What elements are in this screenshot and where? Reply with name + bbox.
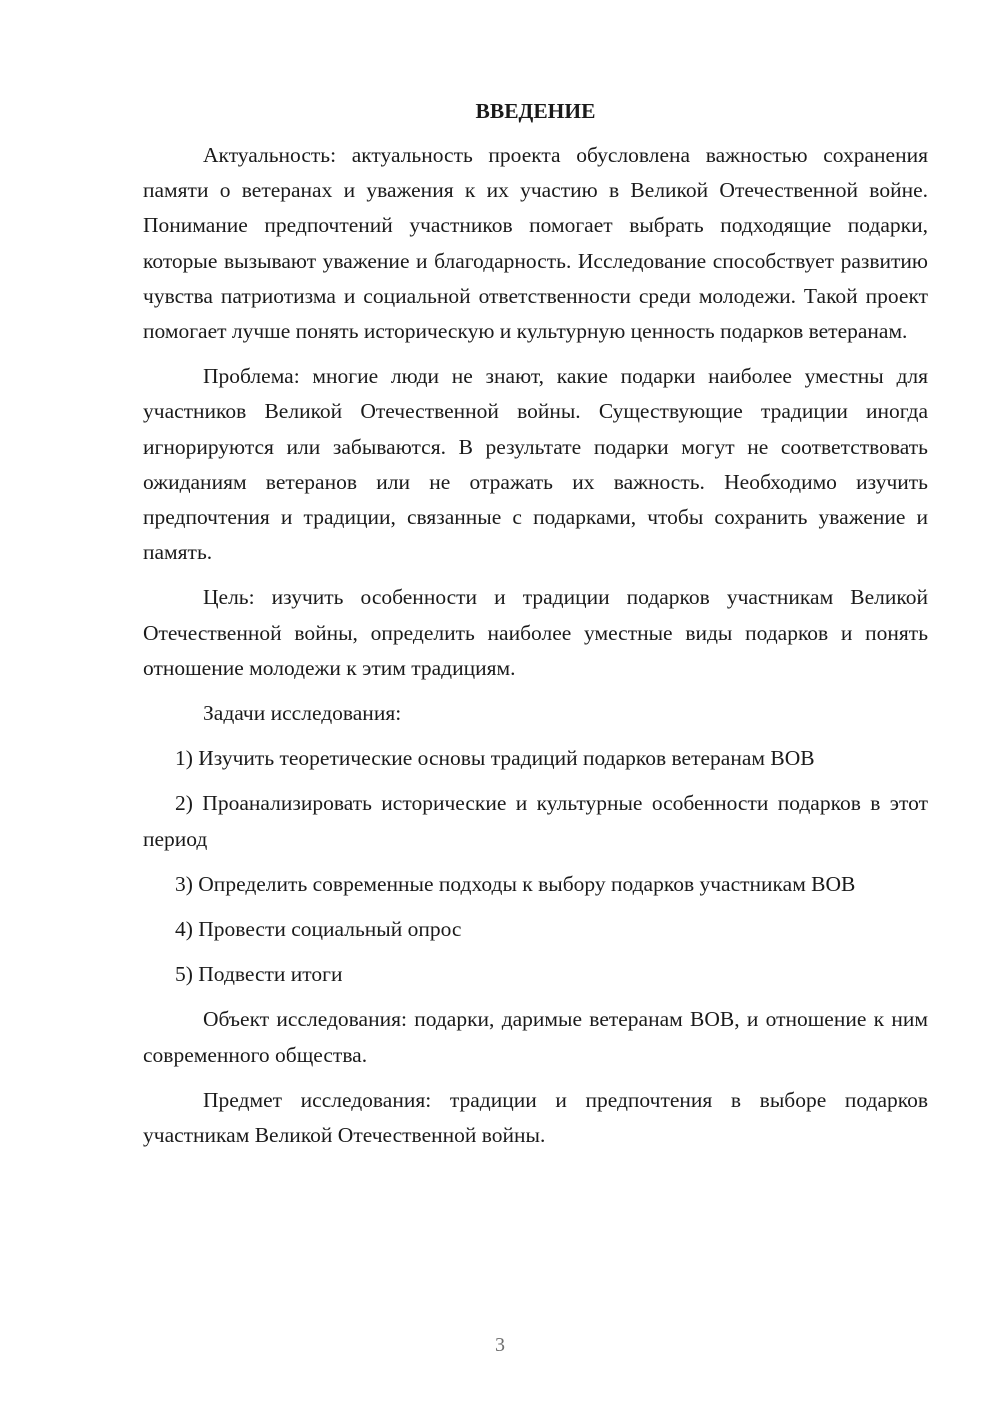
goal-paragraph: Цель: изучить особенности и традиции подарков участникам Великой Отечественной войны, определить наиболее уместные виды подарков и понять отношение молодежи к этим традициям. [143,585,928,680]
page-number: 3 [495,1334,505,1356]
relevance-paragraph: Актуальность: актуальность проекта обусловлена важностью сохранения памяти о ветеранах и уважения к их участию в Великой Отечественной войне. Понимание предпочтений участников помогает выбрать подходящие подарки, которые вызывают уважение и благодарность. Исследование способствует развитию чувства патриотизма и социальной ответственности среди молодежи. Такой проект помогает лучше понять историческую и культурную ценность подарков ветеранам. [143,143,928,344]
object-paragraph: Объект исследования: подарки, даримые ветеранам ВОВ, и отношение к ним современного общества. [143,1007,928,1067]
task-item-5: 5) Подвести итоги [175,962,343,987]
problem-paragraph: Проблема: многие люди не знают, какие подарки наиболее уместны для участников Великой Отечественной войны. Существующие традиции иногда игнорируются или забываются. В результате подарки могут не соответствовать ожиданиям ветеранов или не отражать их важность. Необходимо изучить предпочтения и традиции, связанные с подарками, чтобы сохранить уважение и память. [143,364,928,565]
task-item-4: 4) Провести социальный опрос [175,917,462,942]
tasks-heading: Задачи исследования: [203,701,402,726]
task-item-2: 2) Проанализировать исторические и культурные особенности подарков в этот период [143,791,928,851]
document-page [143,92,928,1163]
task-item-1: 1) Изучить теоретические основы традиций подарков ветеранам ВОВ [175,746,815,771]
page-title: ВВЕДЕНИЕ [475,99,596,123]
task-item-3: 3) Определить современные подходы к выбору подарков участникам ВОВ [175,871,856,896]
subject-paragraph: Предмет исследования: традиции и предпочтения в выборе подарков участникам Великой Отечественной войны. [143,1087,928,1148]
